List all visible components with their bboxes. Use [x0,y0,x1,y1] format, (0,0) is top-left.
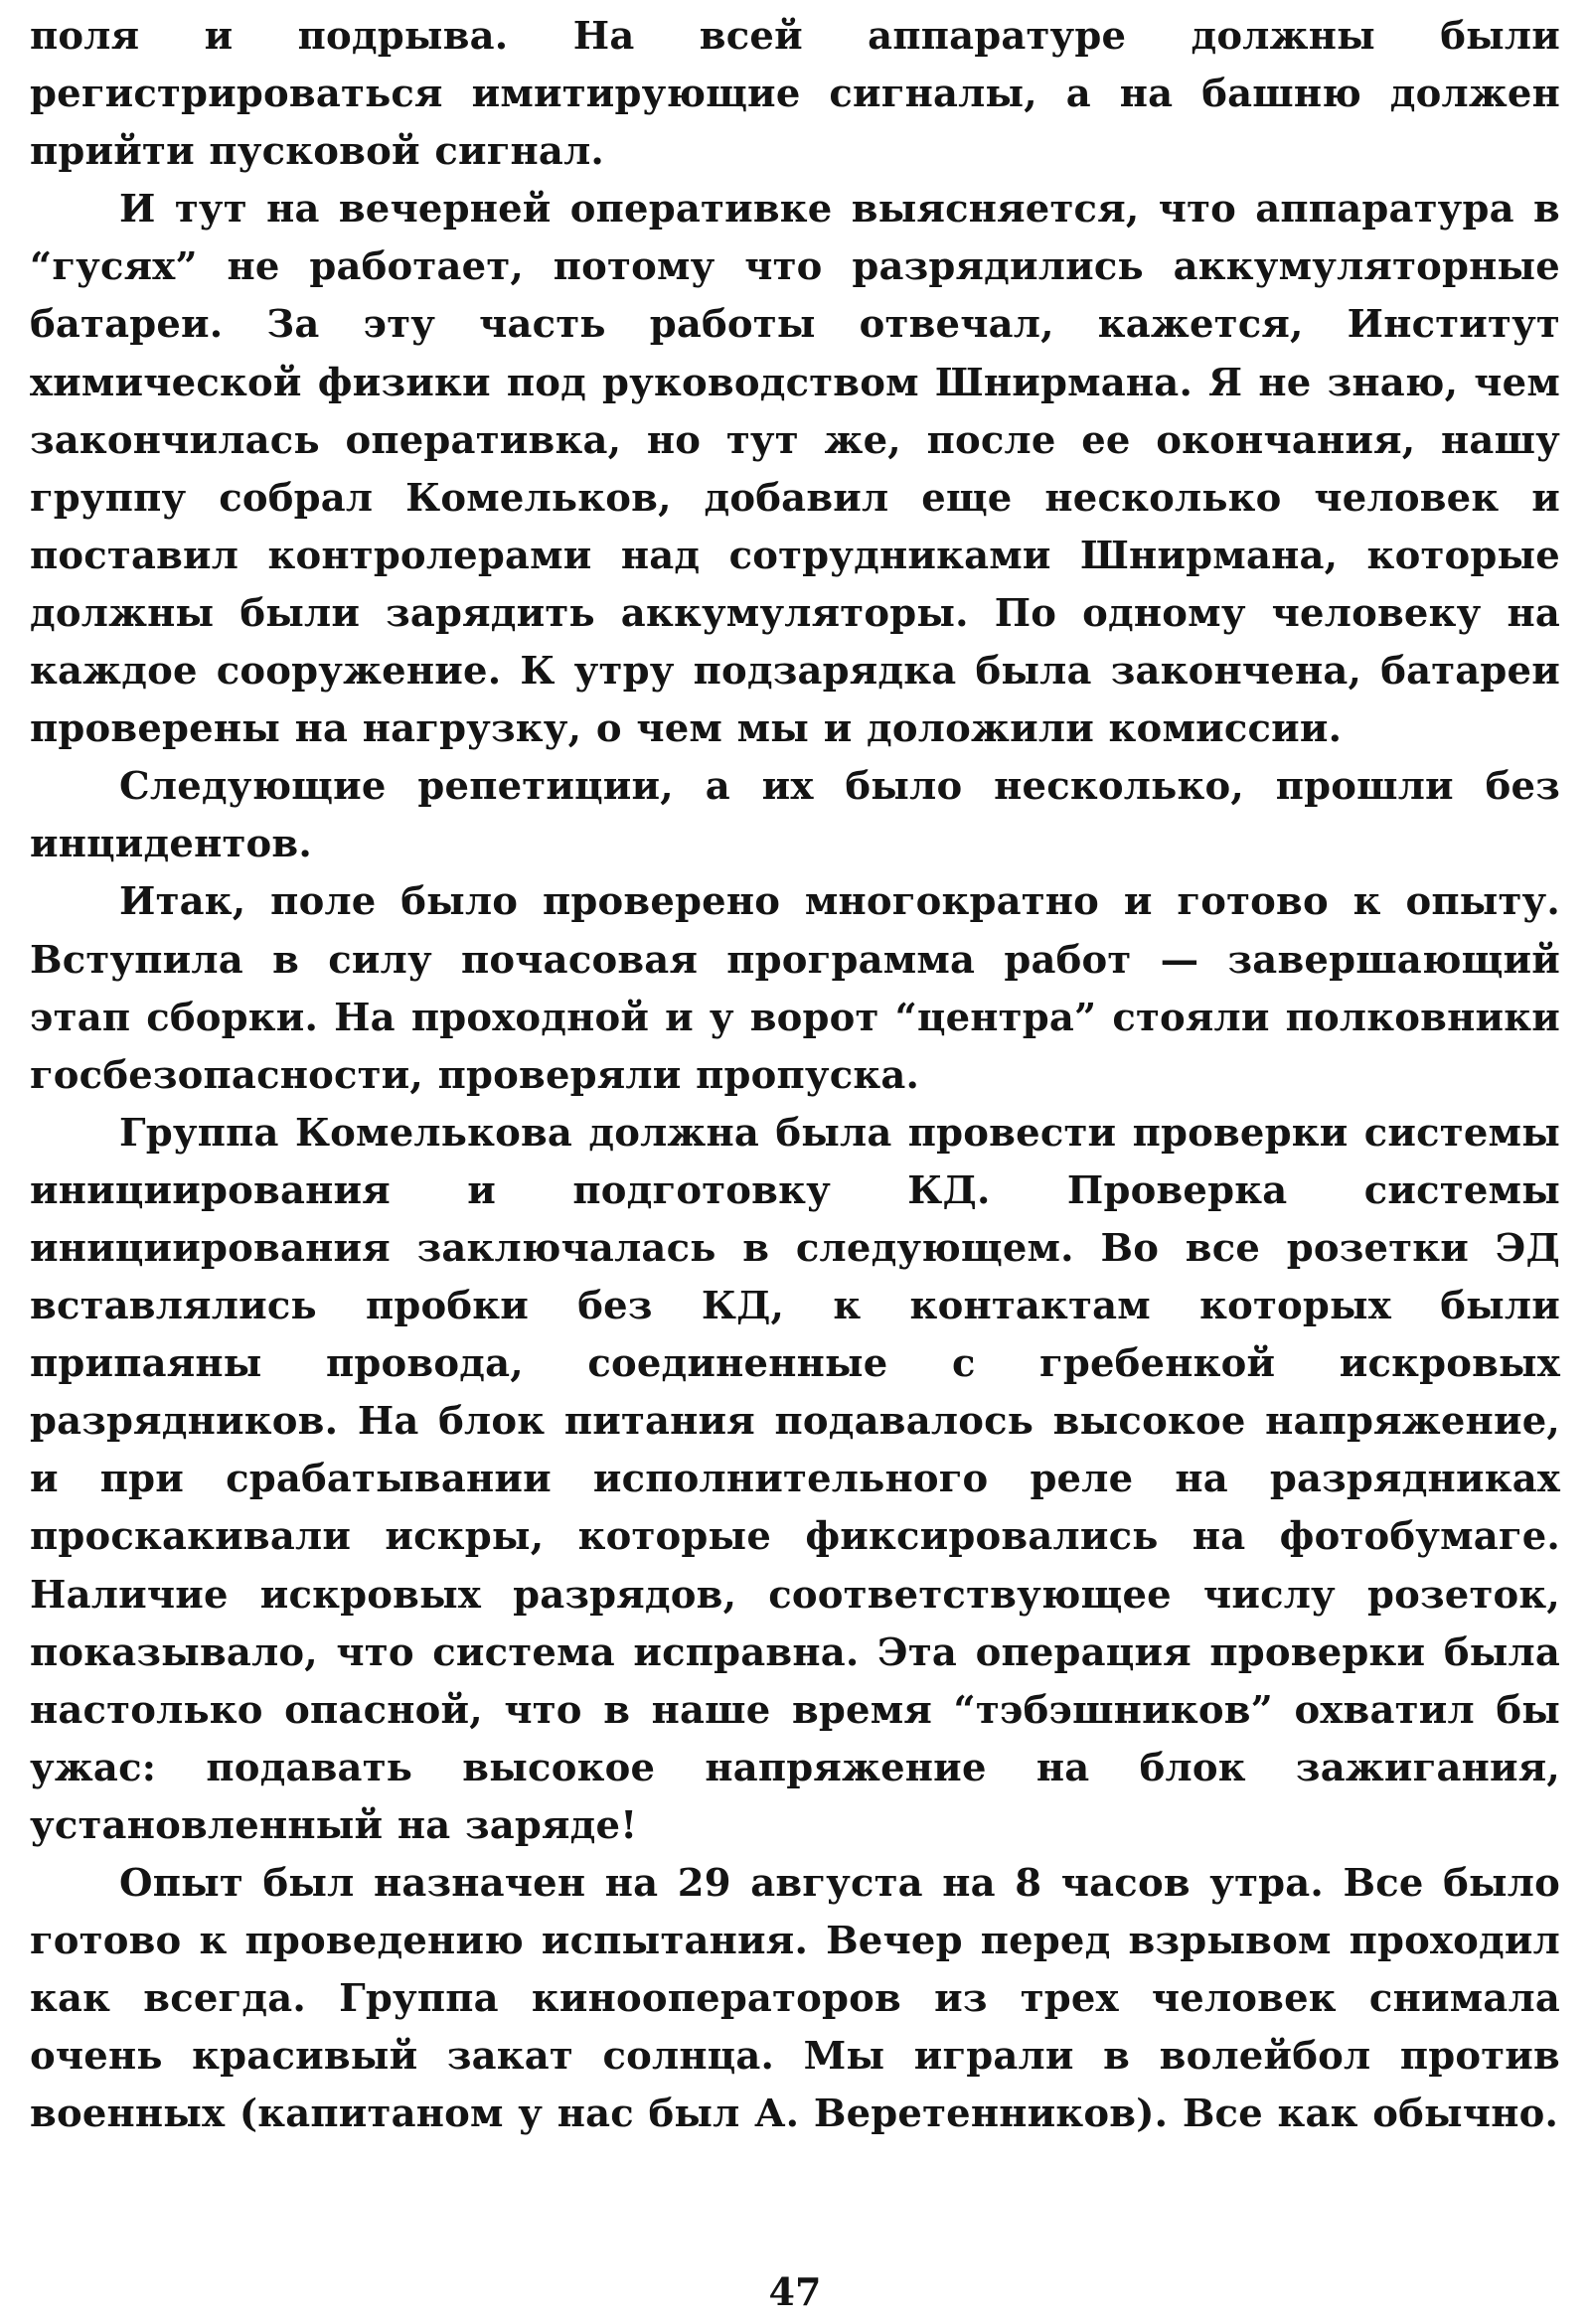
paragraph-3: Следующие репетиции, а их было несколько, прошли без инцидентов. [30,764,1560,867]
paragraph-5: Группа Комелькова должна была провести проверки системы инициирования и подготовку КД. Проверка системы инициирования заключалась в следующем. Во все розетки ЭД вставлялись пробки без КД, к контактам которых были припаяны провода, соединенные с гребенкой искровых разрядников. На блок питания подавалось высокое напряжение, и при срабатывании исполнительного реле на разрядниках проскакивали искры, которые фиксировались на фотобумаге. Наличие искровых разрядов, соответствующее числу розеток, показывало, что система исправна. Эта операция проверки была настолько опасной, что в наше время “тэбэшников” охватил бы ужас: подавать высокое напряжение на блок зажигания, установленный на заряде! [30,1110,1560,1848]
paragraph-1: поля и подрыва. На всей аппаратуре должны были регистрироваться имитирующие сигналы, а на башню должен прийти пусковой сигнал. [30,14,1560,175]
page-number: 47 [768,2269,822,2314]
paragraph-6: Опыт был назначен на 29 августа на 8 часов утра. Все было готово к проведению испытания. Вечер перед взрывом проходил как всегда. Группа кинооператоров из трех человек снимала очень красивый закат солнца. Мы играли в волейбол против военных (капитаном у нас был А. Веретенников). Все как обычно. [30,1861,1560,2137]
paragraph-4: Итак, поле было проверено многократно и готово к опыту. Вступила в силу почасовая программа работ — завершающий этап сборки. На проходной и у ворот “центра” стояли полковники госбезопасности, проверяли пропуска. [30,879,1560,1098]
paragraph-2: И тут на вечерней оперативке выясняется, что аппаратура в “гусях” не работает, потому что разрядились аккумуляторные батареи. За эту часть работы отвечал, кажется, Институт химической физики под руководством Шнирмана. Я не знаю, чем закончилась оперативка, но тут же, после ее окончания, нашу группу собрал Комельков, добавил еще несколько человек и поставил контролерами над сотрудниками Шнирмана, которые должны были зарядить аккумуляторы. По одному человеку на каждое сооружение. К утру подзарядка была закончена, батареи проверены на нагрузку, о чем мы и доложили комиссии. [30,187,1560,752]
page-body [30,8,1560,2143]
